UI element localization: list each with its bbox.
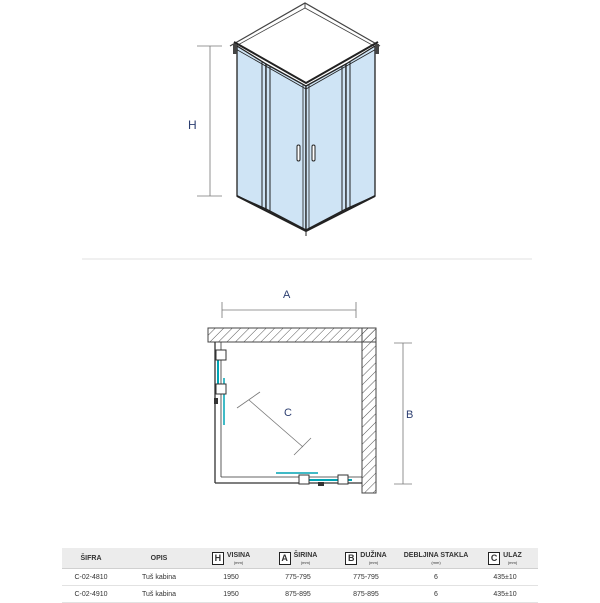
height-badge-icon: H [212, 552, 224, 565]
wall-outline [230, 3, 380, 46]
header-width: A ŠIRINA (mm) [264, 548, 332, 569]
header-entry: C ULAZ (mm) [472, 548, 538, 569]
table-header-row [62, 548, 538, 569]
cell-code: C-02-4910 [62, 586, 120, 603]
depth-badge-icon: B [345, 552, 357, 565]
header-description: OPIS [120, 548, 198, 569]
depth-label: B [406, 409, 414, 421]
width-dimension [222, 302, 356, 318]
cell-depth: 875-895 [332, 586, 400, 603]
cell-glass-thickness: 6 [400, 569, 472, 586]
cell-entry: 435±10 [472, 569, 538, 586]
entry-label: C [284, 407, 292, 419]
elevation-view [188, 3, 380, 236]
side-wall [362, 328, 376, 493]
cell-code: C-02-4810 [62, 569, 120, 586]
height-dimension [197, 46, 222, 196]
wall-outline-inner [236, 8, 374, 46]
spec-table [62, 548, 538, 603]
header-depth: B DUŽINA (mm) [332, 548, 400, 569]
cell-entry: 435±10 [472, 586, 538, 603]
height-label: H [188, 118, 197, 132]
header-glass-thickness: DEBLJINA STAKLA (mm) [400, 548, 472, 569]
cell-width: 875-895 [264, 586, 332, 603]
width-label: A [283, 289, 291, 301]
back-wall [208, 328, 376, 342]
cell-height: 1950 [198, 586, 264, 603]
plan-view [208, 289, 413, 493]
cell-glass-thickness: 6 [400, 586, 472, 603]
table-row [62, 569, 538, 586]
header-height: H VISINA (mm) [198, 548, 264, 569]
cell-description: Tuš kabina [120, 586, 198, 603]
header-code: ŠIFRA [62, 548, 120, 569]
cell-height: 1950 [198, 569, 264, 586]
entry-badge-icon: C [488, 552, 500, 565]
entry-dimension [237, 392, 311, 455]
cell-description: Tuš kabina [120, 569, 198, 586]
cell-depth: 775-795 [332, 569, 400, 586]
cell-width: 775-795 [264, 569, 332, 586]
width-badge-icon: A [279, 552, 291, 565]
